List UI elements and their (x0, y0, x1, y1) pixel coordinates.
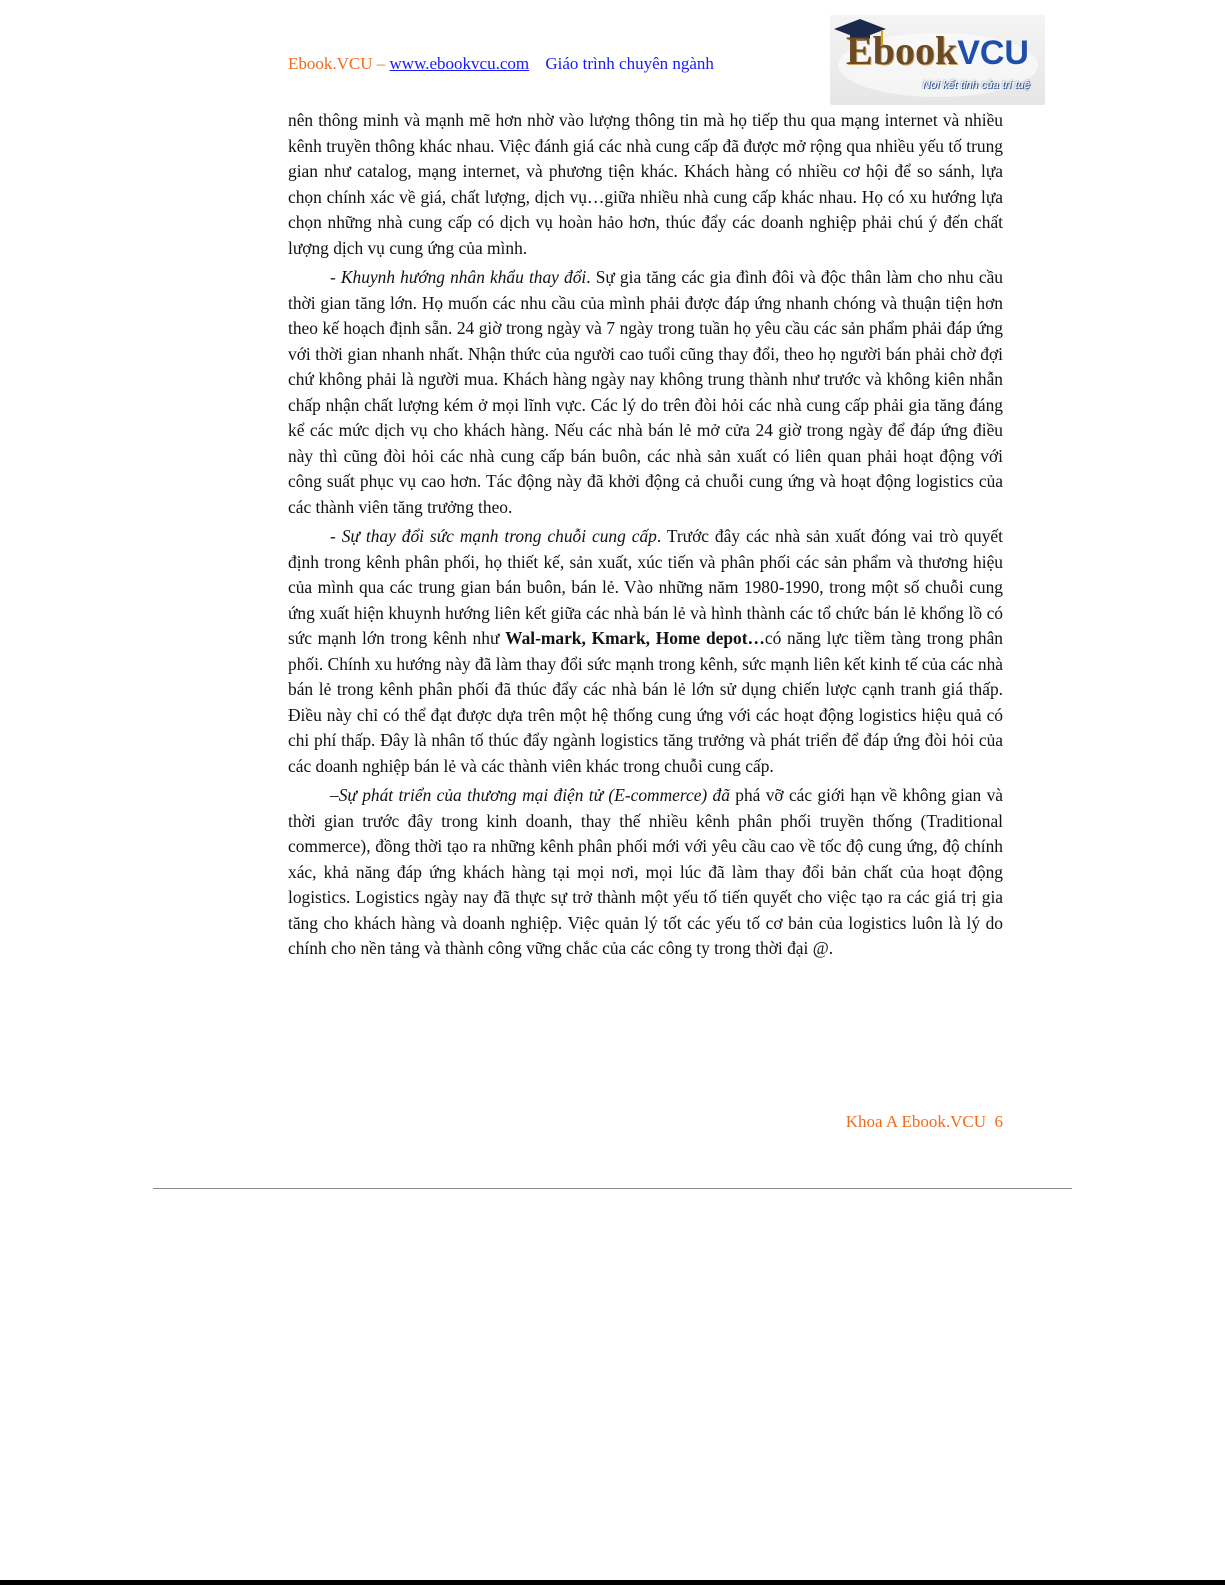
paragraph-3-retailers: Wal-mark, Kmark, Home depot… (505, 628, 765, 648)
paragraph-2 (288, 265, 1003, 520)
header-subtitle: Giáo trình chuyên ngành (545, 54, 714, 73)
paragraph-4-text: phá vỡ các giới hạn về không gian và thời gian trước đây trong kinh doanh, thay thế nhiều kênh phân phối truyền thống (Traditional commerce), đồng thời tạo ra những kênh phân phối mới với yêu cầu cao về tốc độ cung ứng, độ chính xác, khả năng đáp ứng khách hàng tại mọi nơi, mọi lúc đã làm thay đổi bản chất của hoạt động logistics. Logistics ngày nay đã thực sự trở thành một yếu tố tiến quyết cho việc tạo ra các giá trị gia tăng cho khách hàng và doanh nghiệp. Việc quản lý tốt các yếu tố cơ bản của logistics luôn là lý do chính cho nền tảng và thành công vững chắc của các công ty trong thời đại @. (288, 785, 1003, 958)
paragraph-3-text: . Trước đây các nhà sản xuất đóng vai trò quyết định trong kênh phân phối, họ thiết kế, sản xuất, xúc tiến và phân phối các sản phẩm và thương hiệu của mình qua các trung gian bán buôn, bán lẻ. Vào những năm 1980-1990, trong một số chuỗi cung ứng xuất hiện khuynh hướng liên kết giữa các nhà bán lẻ và hình thành các tổ chức bán lẻ khổng lồ có sức mạnh lớn trong kênh như (288, 526, 1003, 648)
paragraph-3-text-end: có năng lực tiềm tàng trong phân phối. Chính xu hướng này đã làm thay đổi sức mạnh trong kênh, sức mạnh liên kết kinh tế của các nhà bán lẻ trong kênh phân phối đã thúc đẩy các nhà bán lẻ lớn sử dụng chiến lược cạnh tranh giá thấp. Điều này chỉ có thể đạt được dựa trên một hệ thống cung ứng với các hoạt động logistics hiệu quả có chi phí thấp. Đây là nhân tố thúc đẩy ngành logistics tăng trưởng và phát triển để đáp ứng đòi hỏi của các doanh nghiệp bán lẻ và các thành viên khác trong chuỗi cung cấp. (288, 628, 1003, 776)
ebook-vcu-logo (830, 15, 1045, 105)
page-number: 6 (994, 1112, 1003, 1131)
document-body (288, 108, 1003, 962)
paragraph-4-heading: –Sự phát triển của thương mại điện tử (E-commerce) đã (330, 785, 730, 805)
page-footer (760, 1112, 1003, 1132)
logo-tagline: Nơi kết tinh của trí tuệ (922, 79, 1030, 91)
paragraph-2-heading: - Khuynh hướng nhân khẩu thay đổi (330, 267, 587, 287)
paragraph-2-text: . Sự gia tăng các gia đình đôi và độc thân làm cho nhu cầu thời gian tăng lớn. Họ muốn các nhu cầu của mình phải được đáp ứng nhanh chóng và thuận tiện hơn theo kế hoạch định sẵn. 24 giờ trong ngày và 7 ngày trong tuần họ yêu cầu các sản phẩm phải đáp ứng với thời gian nhanh nhất. Nhận thức của người cao tuổi cũng thay đổi, theo họ người bán phải chờ đợi chứ không phải là người mua. Khách hàng ngày nay không trung thành như trước và không kiên nhẫn chấp nhận chất lượng kém ở mọi lĩnh vực. Các lý do trên đòi hỏi các nhà cung cấp phải gia tăng đáng kể các mức dịch vụ cho khách hàng. Nếu các nhà bán lẻ mở cửa 24 giờ trong ngày để đáp ứng điều này thì cũng đòi hỏi các nhà cung cấp bán buôn, các nhà sản xuất có liên quan phải hoạt động với công suất phục vụ cao hơn. Tác động này đã khởi động cả chuỗi cung ứng và hoạt động logistics của các thành viên tăng trưởng theo. (288, 267, 1003, 517)
logo-word-vcu: VCU (957, 34, 1029, 72)
header-dash: – (376, 54, 386, 73)
header-brand: Ebook.VCU (288, 54, 373, 73)
paragraph-3-heading: - Sự thay đổi sức mạnh trong chuỗi cung cấp (330, 526, 657, 546)
logo-word-ebook: Ebook (846, 28, 958, 73)
paragraph-1: nên thông minh và mạnh mẽ hơn nhờ vào lượng thông tin mà họ tiếp thu qua mạng internet và nhiều kênh truyền thông khác nhau. Việc đánh giá các nhà cung cấp đã được mở rộng qua nhiều yếu tố trung gian như catalog, mạng internet, và phương tiện khác. Khách hàng có nhiều cơ hội để so sánh, lựa chọn chính xác về giá, chất lượng, dịch vụ…giữa nhiều nhà cung cấp khác nhau. Họ có xu hướng lựa chọn những nhà cung cấp có dịch vụ hoàn hảo hơn, thúc đẩy các doanh nghiệp phải chú ý đến chất lượng dịch vụ cung ứng của mình. (288, 110, 1003, 258)
footer-label: Khoa A Ebook.VCU (845, 1112, 986, 1131)
logo-wordmark (830, 29, 1045, 75)
page-header (288, 52, 714, 76)
paragraph-3 (288, 524, 1003, 779)
paragraph-4 (288, 783, 1003, 962)
page-bottom-edge (0, 1580, 1225, 1585)
page-divider (153, 1188, 1072, 1189)
header-website-link[interactable]: www.ebookvcu.com (389, 54, 530, 73)
